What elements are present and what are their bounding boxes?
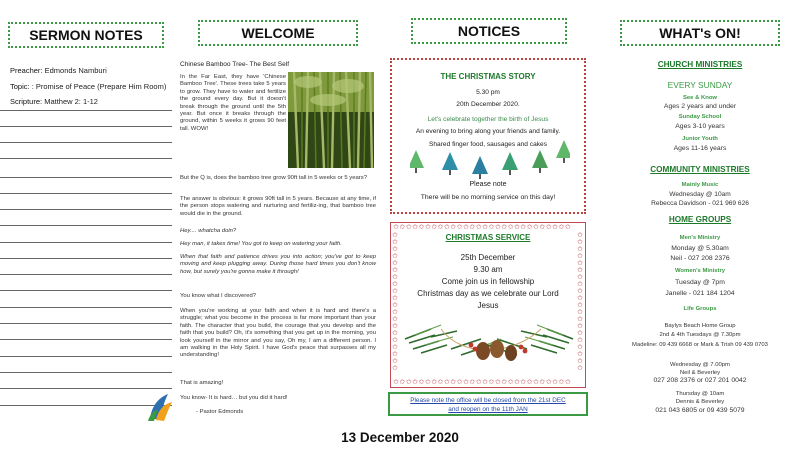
note-rule — [0, 290, 172, 291]
sermon-notes-column — [0, 0, 178, 425]
community-ministries-heading: COMMUNITY MINISTRIES — [650, 165, 750, 174]
whats-on-header: WHAT's ON! — [620, 20, 780, 46]
note-rule — [0, 323, 172, 324]
note-rule — [0, 339, 172, 340]
preacher-label: Preacher: — [10, 66, 43, 75]
service-time: 9.30 am — [473, 265, 503, 274]
christmas-story-title: THE CHRISTMAS STORY — [440, 72, 536, 81]
service-line: Jesus — [477, 301, 499, 310]
christmas-story-box — [390, 58, 586, 214]
preacher-line — [10, 66, 107, 75]
life-group-line: Baylys Beach Home Group — [664, 323, 736, 329]
paragraph: You know- It is hard… but you did it hard! — [180, 395, 288, 401]
office-line: and reopen on the 11th JAN — [448, 406, 528, 413]
home-groups-heading: HOME GROUPS — [668, 215, 732, 224]
note-rule — [0, 307, 172, 308]
note-rule — [0, 177, 172, 178]
life-group-line: 2nd & 4th Tuesdays @ 7.30pm — [659, 332, 741, 338]
church-ministries-heading: CHURCH MINISTRIES — [657, 60, 743, 69]
story-line: An evening to bring along your friends and family. — [415, 128, 561, 135]
note-rule — [0, 126, 172, 127]
mainly-music-time: Wednesday @ 10am — [669, 191, 731, 198]
life-group-line: Wednesday @ 7.00pm — [670, 362, 730, 368]
note-rule — [0, 258, 172, 259]
note-rule — [0, 193, 172, 194]
preacher-name: Edmonds Namburi — [44, 66, 107, 75]
story-time: 5.30 pm — [476, 89, 500, 96]
signature: - Pastor Edmonds — [196, 409, 244, 415]
note-rule — [0, 209, 172, 210]
sermon-notes-header: SERMON NOTES — [8, 22, 164, 48]
story-line: Shared finger food, sausages and cakes — [428, 141, 548, 148]
star-border-top: ✩✩✩✩✩✩✩✩✩✩✩✩✩✩✩✩✩✩✩✩✩✩✩✩✩✩✩✩ — [393, 224, 572, 231]
life-group-line: 021 043 6805 or 09 439 5079 — [655, 407, 745, 414]
paragraph: The answer is obvious: it grows 90ft tall in 5 years. Because at any time, if the person stops watering and nurturing and fertiliz-ing, that bamboo tree would die in the ground. — [180, 196, 376, 217]
christmas-service-title: CHRISTMAS SERVICE — [445, 233, 531, 242]
life-group-line: Madeline: 09 439 6668 or Mark & Trish 09 439 0703 — [632, 342, 768, 348]
life-group-line: 027 208 2376 or 027 201 0042 — [653, 377, 747, 384]
womens-contact: Janelle - 021 184 1204 — [665, 290, 735, 297]
christmas-service-box — [390, 222, 586, 388]
notices-column — [384, 0, 592, 425]
mainly-music-title: Mainly Music — [681, 182, 719, 188]
life-group-line: Thursday @ 10am — [675, 391, 725, 397]
note-rule — [0, 242, 172, 243]
mainly-music-contact: Rebecca Davidson - 021 969 626 — [651, 200, 749, 207]
sunday-school-title: Sunday School — [678, 114, 722, 120]
sunday-school-ages: Ages 3-10 years — [675, 123, 725, 130]
junior-youth-ages: Ages 11-16 years — [673, 145, 727, 152]
office-closure-notice[interactable] — [388, 392, 588, 416]
whats-on-column — [600, 0, 800, 425]
topic-label: Topic: — [10, 82, 30, 91]
paragraph: But the Q is, does the bamboo tree grow 90ft tall in 5 weeks or 5 years? — [180, 175, 367, 181]
womens-ministry-title: Women's Ministry — [674, 268, 726, 274]
mens-contact: Neil - 027 208 2376 — [670, 255, 730, 262]
topic-text: : Promise of Peace (Prepare Him Room) — [31, 82, 167, 91]
scripture-text: Matthew 2: 1-12 — [44, 97, 98, 106]
paragraph: When you're working at your faith and when it is hard and there's a struggle; what you become in the process is far more important than your faith. The character that you build, the courage that you develop and the faith that you build? Oh, it's something that you get up in the morning, you look yourself in the mirror and you say, Oh my, I am a different person. I am walking in the Holy Spirit. I have God's peace that surpasses all my understanding! — [180, 308, 376, 359]
notices-header: NOTICES — [411, 18, 567, 44]
intro-paragraph: In the Far East, they have 'Chinese Bamboo Tree'. These trees take 5 years to grow. They have to water and fertilize the ground every day. But it doesn't break through the ground until the 5th year. But once it breaks through the ground, within 5 weeks it grows 90 feet tall. WOW! — [180, 74, 286, 132]
bulletin-date: 13 December 2020 — [341, 430, 459, 445]
pine-garland-icon — [401, 309, 577, 369]
bamboo-photo — [288, 72, 374, 168]
paragraph: Hey.... whatcha doin? — [180, 228, 237, 234]
note-rule — [0, 225, 172, 226]
note-rule — [0, 388, 172, 389]
scripture-label: Scripture: — [10, 97, 43, 106]
note-rule — [0, 372, 172, 373]
see-know-title: See & Know — [682, 95, 718, 101]
story-date: 20th December 2020. — [456, 101, 520, 108]
paragraph: You know what I discovered? — [180, 293, 257, 299]
christmas-trees-icon — [410, 138, 570, 180]
note-rule — [0, 110, 172, 111]
church-logo-icon — [146, 392, 174, 422]
every-sunday: EVERY SUNDAY — [667, 80, 733, 90]
see-know-ages: Ages 2 years and under — [663, 103, 737, 110]
star-border-bottom: ✩✩✩✩✩✩✩✩✩✩✩✩✩✩✩✩✩✩✩✩✩✩✩✩✩✩✩✩ — [393, 379, 572, 386]
life-group-line: Dennis & Beverley — [675, 399, 725, 405]
life-group-line: Neil & Beverley — [679, 370, 721, 376]
mens-ministry-title: Men's Ministry — [679, 235, 721, 241]
mens-time: Monday @ 5.30am — [671, 245, 729, 252]
note-rule — [0, 356, 172, 357]
paragraph: Hey man, it takes time! You got to keep on watering your faith. — [180, 241, 342, 247]
service-line: Christmas day as we celebrate our Lord — [417, 289, 559, 298]
article-title: Chinese Bamboo Tree- The Best Self — [180, 61, 290, 68]
star-border-left: ✩ ✩ ✩ ✩ ✩ ✩ ✩ ✩ ✩ ✩ ✩ ✩ ✩ ✩ ✩ ✩ ✩ ✩ ✩ ✩ — [392, 232, 399, 372]
paragraph: That is amazing! — [180, 380, 224, 386]
womens-time: Tuesday @ 7pm — [675, 279, 725, 286]
scripture-line — [10, 97, 98, 106]
topic-line — [10, 82, 166, 91]
service-line: Come join us in fellowship — [441, 277, 535, 286]
note-label: Please note — [469, 181, 507, 188]
note-rule — [0, 274, 172, 275]
welcome-header: WELCOME — [198, 20, 358, 46]
note-text: There will be no morning service on this day! — [420, 194, 556, 201]
office-line: Please note the office will be closed from the 21st DEC — [410, 397, 566, 404]
story-line: Let's celebrate together the birth of Jesus — [427, 116, 549, 123]
paragraph: When that faith and patience drives you into action; you've got to keep moving and keep plugging away. During those hard times you don't know how, but surely you're gonna make it through! — [180, 254, 376, 275]
junior-youth-title: Junior Youth — [682, 136, 718, 142]
welcome-column — [178, 0, 378, 425]
star-border-right: ✩ ✩ ✩ ✩ ✩ ✩ ✩ ✩ ✩ ✩ ✩ ✩ ✩ ✩ ✩ ✩ ✩ ✩ ✩ ✩ — [577, 232, 584, 372]
life-groups-title: Life Groups — [683, 306, 717, 312]
note-rule — [0, 158, 172, 159]
note-rule — [0, 142, 172, 143]
service-date: 25th December — [460, 253, 516, 262]
